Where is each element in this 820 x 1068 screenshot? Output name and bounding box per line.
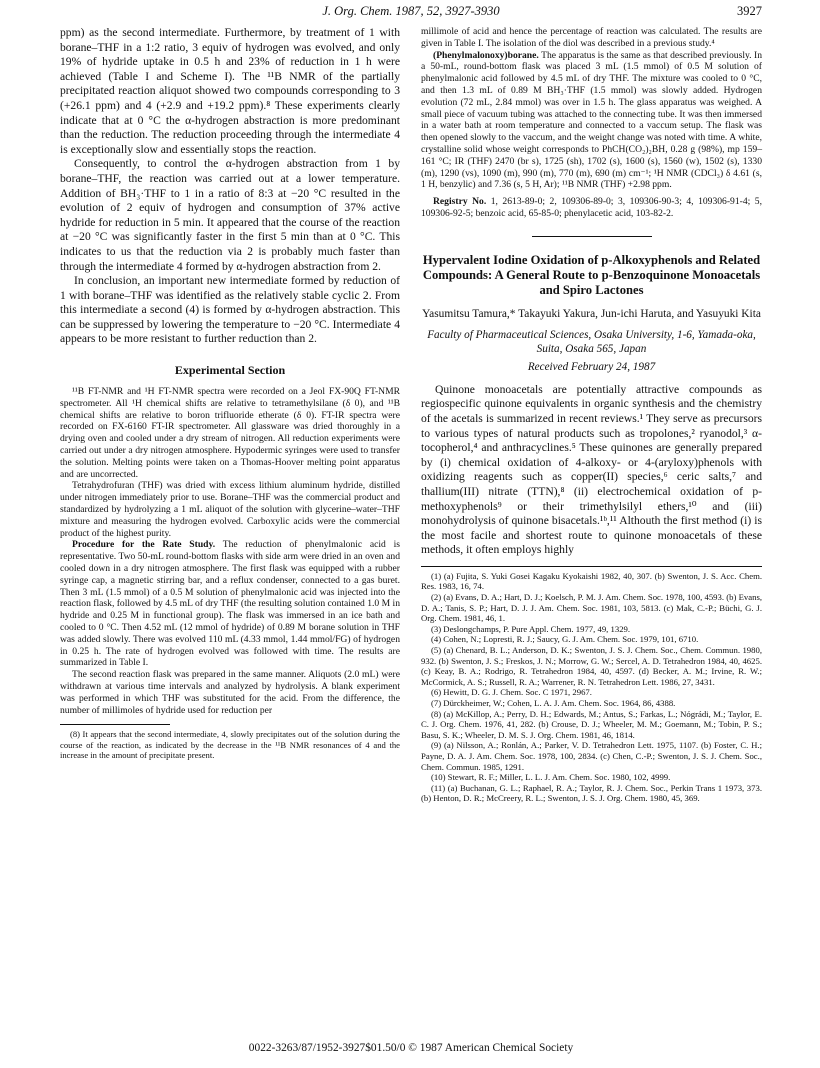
footnote-rule <box>60 724 170 725</box>
paragraph <box>421 50 762 192</box>
article-intro <box>421 383 762 558</box>
reference: (8) (a) McKillop, A.; Perry, D. H.; Edwards, M.; Antus, S.; Farkas, L.; Nógrádi, M.; Taylor, E. C. J. Org. Chem. 1976, 41, 282. (b) Crouse, D. J.; Wheeler, M. M.; Goemann, M.; Tobin, P. S.; Basu, S. K.; Wheeler, D. M. S. J. Org. Chem. 1981, 46, 1814. <box>421 708 762 740</box>
paragraph: millimole of acid and hence the percentage of reaction was calculated. The results are given in Table I. The isolation of the diol was described in a previous study.⁴ <box>421 26 762 49</box>
reference: (3) Deslongchamps, P. Pure Appl. Chem. 1977, 49, 1329. <box>431 623 631 634</box>
references <box>421 571 762 804</box>
runin-heading: Procedure for the Rate Study. <box>72 539 216 551</box>
article-affiliation: Faculty of Pharmaceutical Sciences, Osaka University, 1-6, Yamada-oka, Suita, Osaka 565, Japan <box>427 328 756 355</box>
reference: (5) (a) Chenard, B. L.; Anderson, D. K.; Swenton, J. S. J. Chem. Soc., Chem. Commun. 1980, 932. (b) Swenton, J. S.; Freskos, J. N.; Morrow, G. W.; Sercel, A. D. Tetrahedron 1984, 40, 4625. (c) Keay, B. A.; Rodrigo, R. Tetrahedron 1984, 40, 4597. (d) Becker, A. M.; Irvine, R. W.; McCormick, A. S.; Russell, R. A.; Warrener, R. N. Tetrahedron Lett. 1986, 27, 3431. <box>421 645 762 687</box>
footnote-area <box>60 729 400 760</box>
page-footer: 0022-3263/87/1952-3927$01.50/0 © 1987 American Chemical Society <box>248 1042 574 1054</box>
runin-heading: (Phenylmalonoxy)borane. <box>433 49 539 61</box>
running-header <box>60 4 762 22</box>
paragraph: Quinone monoacetals are potentially attractive compounds as regiospecific quinone equivalents in organic synthesis and the chemistry of the acetals is summarized in recent reviews.¹ They serve as precursors to various types of natural products such as tropolones,² ryanodol,³ α-tocopherol,⁴ and anthracyclines.⁵ These quinones are generally prepared by (i) chemical oxidation of 4-alkoxy- or 4-(aryloxy)phenols with oxidizing reagents such as copper(II) species,⁶ ceric salts,⁷ and thallium(III) nitrate (TTN),⁸ (ii) electrochemical oxidation of p-methoxyphenols⁹ or their trimethylsilyl ethers,¹⁰ and (iii) monohydrolysis of quinone bisacetals.¹ᵇ,¹¹ Althouth the first method (i) is the most facile and shortest route to quinone monoacetals of these methods, it often employs highly <box>421 382 762 557</box>
paragraph: ¹¹B FT-NMR and ¹H FT-NMR spectra were recorded on a Jeol FX-90Q FT-NMR spectrometer. All ¹H chemical shifts are relative to tetramethylsilane (δ 0), and ¹¹B chemical shifts are relative to boron trifluoride etherate (δ 0). FT-IR spectra were recorded on FX-6160 FT-IR spectrometer. All glassware was dried thoroughly in a drying oven and cooled under a dry stream of nitrogen. All reduction experiments were carried out under a dry nitrogen atmosphere. Hypodermic syringes were used to transfer the solution. Melting points were taken on a Thomas-Hoover melting point apparatus and are uncorrected. <box>60 386 400 480</box>
experimental-heading: Experimental Section <box>174 363 286 378</box>
article-divider <box>532 236 652 237</box>
header-page-number: 3927 <box>737 4 762 18</box>
header-journal-citation <box>60 4 762 19</box>
paragraph-body: The reduction of phenylmalonic acid is representative. Two 50-mL round-bottom flasks with side arm were dried in an oven and cooled down in a dry nitrogen atmosphere. The first flask was equipped with a rubber syringe cap, a magnetic stirring bar, and a reflux condenser, connected to a gas buret. Then 3 mL (1.5 mmol) of a 0.5 M solution of phenylmalonic acid was injected into the reaction flask, followed by 4.5 mL of dry THF (the resulting solution contained 1.0 M in hydride and 0.25 M in functional group). The flask was immersed in an ice bath and cooled to 0 °C. Then 4.52 mL (12 mmol of hydride) of 0.89 M borane solution in THF was added slowly. There was evolved 110 mL (4.33 mmol, 1.44 mmol/FG) of hydrogen in 0.25 h. The rate of hydrogen evolved was followed with time. The results are summarized in Table I. <box>60 539 400 669</box>
paragraph <box>60 539 400 669</box>
reference: (1) (a) Fujita, S. Yuki Gosei Kagaku Kyokaishi 1982, 40, 307. (b) Swenton, J. S. Acc. Chem. Res. 1983, 16, 74. <box>421 570 762 592</box>
paragraph: ppm) as the second intermediate. Furthermore, by treatment of 1 with borane–THF in a 1:2 ratio, 3 equiv of hydrogen was evolved, and only 19% of hydride uptake in 0.5 h and 23% of reduction in 1 h were achieved (Table I and Scheme I). The ¹¹B NMR of the partially precipitated reaction aliquot showed two compounds corresponding to 3 (+26.1 ppm) and 4 (+2.9 and +19.2 ppm).⁸ These experiments clearly indicate that at 0 °C the α-hydrogen abstraction is more predominant than the reduction. The reduction proceeding through the intermediate 4 is exceptionally slow and essentially stops the reaction. <box>60 26 400 156</box>
right-column <box>421 26 762 804</box>
paragraph: The second reaction flask was prepared in the same manner. Aliquots (2.0 mL) were withdrawn at various time intervals and analyzed by hydrolysis. A blank experiment was performed in which THF was substituted for the acid. From the difference, the number of millimoles of hydride used for reduction per <box>60 669 400 716</box>
reference: (7) Dürckheimer, W.; Cohen, L. A. J. Am. Chem. Soc. 1964, 86, 4388. <box>431 698 676 708</box>
article-title: Hypervalent Iodine Oxidation of p-Alkoxyphenols and Related Compounds: A General Route to p-Benzoquinone Monoacetals and Spiro Lactones <box>422 252 761 297</box>
article-authors: Yasumitsu Tamura,* Takayuki Yakura, Jun-ichi Haruta, and Yasuyuki Kita <box>422 307 761 320</box>
reference: (6) Hewitt, D. G. J. Chem. Soc. C 1971, 2967. <box>431 687 592 698</box>
header-journal: J. Org. Chem. <box>322 4 393 18</box>
registry-heading: Registry No. <box>433 196 487 208</box>
header-volume-year: 1987, 52, 3927-3930 <box>395 4 500 18</box>
reference: (10) Stewart, R. F.; Miller, L. L. J. Am. Chem. Soc. 1980, 102, 4999. <box>431 772 671 783</box>
paragraph: In conclusion, an important new intermediate formed by reduction of 1 with borane–THF was identified as the relatively stable cyclic 2. From this intermediate a second (4) is formed by α-hydrogen abstraction. This can be suppressed by lowering the temperature to −20 °C. Intermediate 4 appears to be more resistant to further reduction than 2. <box>60 274 400 346</box>
paragraph <box>421 196 762 220</box>
reference: (9) (a) Nilsson, A.; Ronlán, A.; Parker, V. D. Tetrahedron Lett. 1975, 1107. (b) Foster, C. H.; Payne, D. A. J. Am. Chem. Soc. 1978, 100, 2834. (c) Chen, C.-P.; Swenton, J. S. J. Chem. Soc., Chem. Commun. 1985, 1291. <box>421 740 762 772</box>
paragraph-body: The apparatus is the same as that described previously. In a 50-mL, round-bottom flask was placed 3 mL (1.5 mmol) of 0.5 M solution of phenylmalonic acid followed by 4.5 mL of dry THF. The mixture was cooled to 0 °C, and then 1.3 mL of 0.89 M BH₃·THF (1.5 mmol) was slowly added. Hydrogen evolution (72 mL, 2.84 mmol) was over in 1.5 h. The glass apparatus was weighed. A small piece of vacuum tubing was attached to the connecting tube. It was then immersed in a water bath at room temperature and connected to a vaccum setup. The flask was then opened slowly to the vaccum, and the weight change was noted with time. A white, crystalline solid whose weight corresponds to PhCH(CO₂)₂BH, 0.28 g (98%), mp 159–161 °C; IR (THF) 2470 (br s), 1725 (sh), 1702 (s), 1600 (s), 1560 (w), 1502 (s), 1330 (m), 1290 (vs), 1090 (m), 990 (m), 770 (m), 690 (m) cm⁻¹; ¹H NMR (CDCl₃) δ 4.61 (s, 1 H, benzylic) and 7.36 (s, 5 H, Ar); ¹¹B NMR (THF) +2.98 ppm. <box>421 49 762 191</box>
left-column <box>60 26 400 761</box>
experimental-text-continued <box>421 26 762 220</box>
references-rule <box>421 566 762 567</box>
registry-body: 1, 2613-89-0; 2, 109306-89-0; 3, 109306-90-3; 4, 109306-91-4; 5, 109306-92-5; benzoic acid, 65-85-0; phenylacetic acid, 103-82-2. <box>421 196 762 219</box>
body-text <box>60 26 400 347</box>
reference: (11) (a) Buchanan, G. L.; Raphael, R. A.; Taylor, R. J. Chem. Soc., Perkin Trans 1 1973, 373. (b) Henton, D. R.; McCreery, R. L.; Swenton, J. S. J. Org. Chem. 1980, 45, 369. <box>421 782 762 804</box>
reference: (4) Cohen, N.; Lopresti, R. J.; Saucy, G. J. Am. Chem. Soc. 1979, 101, 6710. <box>431 634 699 645</box>
reference: (2) (a) Evans, D. A.; Hart, D. J.; Koelsch, P. M. J. Am. Chem. Soc. 1978, 100, 4593. (b) Evans, D. A.; Tanis, S. P.; Hart, D. J. J. Am. Chem. Soc. 1981, 103, 5813. (c) Mak, C.-P.; Büchi, G. J. Org. Chem. 1981, 46, 1. <box>421 592 762 624</box>
experimental-text <box>60 386 400 716</box>
paragraph: Consequently, to control the α-hydrogen abstraction from 1 by borane–THF, the reaction was carried out at a lower temperature. Addition of BH₃·THF to 1 in a ratio of 8:3 at −20 °C resulted in the evolution of 2 equiv of hydrogen and consumption of 37% active hydride for reduction in 5 min. It appeared that the course of the reaction at −20 °C was significantly faster in the first 5 min than at 0 °C. This indicates to us that the reduction via 2 is probably much faster than through the intermediate 4 formed by α-hydrogen abstraction from 2. <box>60 157 400 273</box>
article-received: Received February 24, 1987 <box>527 360 656 373</box>
paragraph: Tetrahydrofuran (THF) was dried with excess lithium aluminum hydride, distilled under nitrogen immediately prior to use. Borane–THF was the commercial product and standardized by hydrolyzing a 1 mL aliquot of the solution with glycerine–water–THF mixture and measuring the hydrogen evolved. Carboxylic acids were the commercial product of the highest purity. <box>60 480 400 539</box>
footnote: (8) It appears that the second intermediate, 4, slowly precipitates out of the solution during the course of the reaction, as indicated by the decrease in the ¹¹B NMR resonances of 4 and the increase in the amount of precipitate present. <box>60 729 400 761</box>
